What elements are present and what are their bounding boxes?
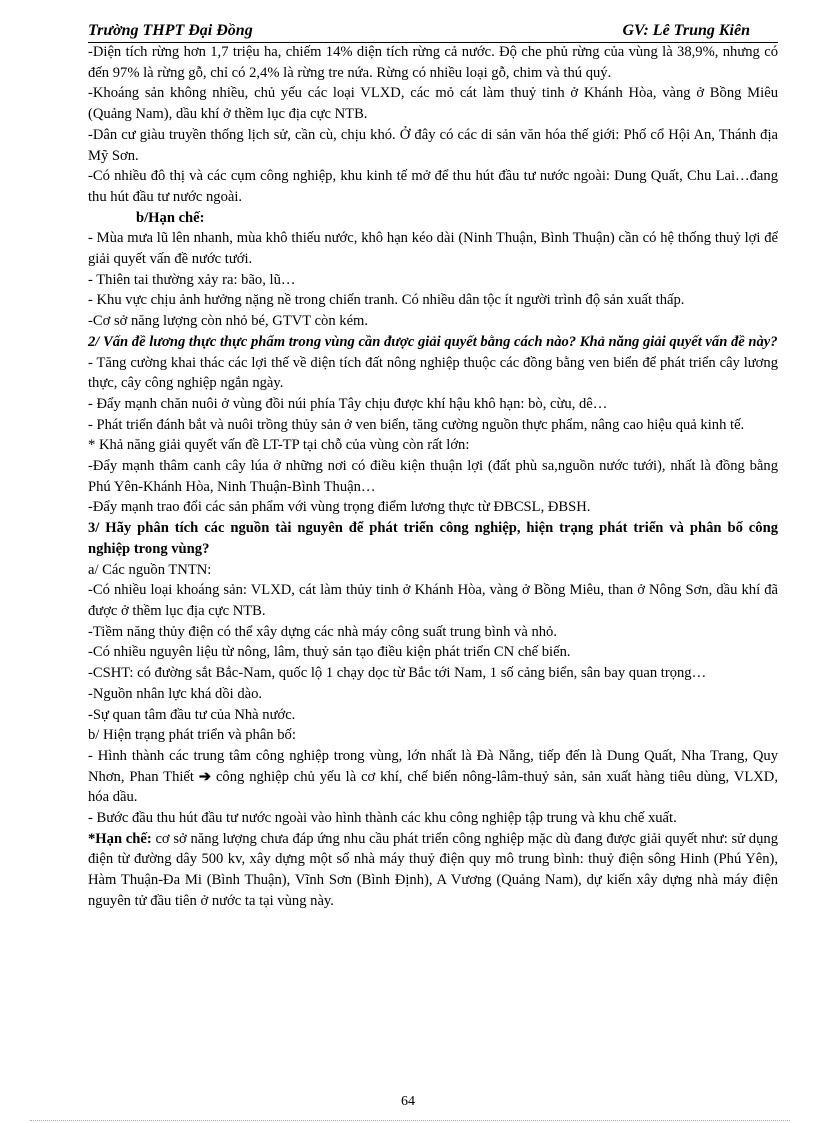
paragraph: - Phát triển đánh bắt và nuôi trồng thủy sản ở ven biển, tăng cường nguồn thực phẩm, nâng cao hiệu quả kinh tế.: [88, 416, 745, 433]
paragraph: - Đẩy mạnh chăn nuôi ở vùng đồi núi phía Tây chịu được khí hậu khô hạn: bò, cừu, dê…: [88, 395, 608, 412]
arrow-right-icon: ➔: [198, 768, 212, 785]
paragraph: -Khoáng sản không nhiều, chủ yếu các loại VLXD, các mỏ cát làm thuỷ tinh ở Khánh Hòa, vàng ở Bồng Miêu (Quảng Nam), dầu khí ở thềm lục địa cực NTB.: [88, 85, 778, 123]
question-heading: 2/ Vấn đề lương thực thực phẩm trong vùng cần được giải quyết bằng cách nào? Khả năng giải quyết vấn đề này?: [88, 333, 778, 350]
paragraph: -Nguồn nhân lực khá dồi dào.: [88, 685, 263, 702]
question-heading: 3/ Hãy phân tích các nguồn tài nguyên để phát triển công nghiệp, hiện trạng phát triển và phân bố công nghiệp trong vùng?: [88, 520, 778, 557]
paragraph: - Mùa mưa lũ lên nhanh, mùa khô thiếu nước, khô hạn kéo dài (Ninh Thuận, Bình Thuận) cần có hệ thống thuỷ lợi để giải quyết vấn đề nước tưới.: [88, 230, 778, 268]
paragraph: -Đẩy mạnh thâm canh cây lúa ở những nơi có điều kiện thuận lợi (đất phù sa,nguồn nước tưới), nhất là đồng bằng Phú Yên-Khánh Hòa, Ninh Thuận-Bình Thuận…: [88, 458, 778, 495]
school-name: Trường THPT Đại Đồng: [88, 22, 253, 39]
page-number: 64: [401, 1094, 415, 1109]
paragraph: -Diện tích rừng hơn 1,7 triệu ha, chiếm 14% diện tích rừng cả nước. Độ che phủ rừng của vùng là 38,9%, nhưng có đến 97% là rừng gỗ, chỉ có 2,4% là rừng tre nứa. Rừng có nhiều loại gỗ, chim và thú quý.: [88, 44, 778, 81]
paragraph: -Có nhiều nguyên liệu từ nông, lâm, thuỷ sản tạo điều kiện phát triển CN chế biến.: [88, 644, 571, 661]
paragraph: [88, 746, 778, 808]
paragraph: - Khu vực chịu ảnh hưởng nặng nề trong chiến tranh. Có nhiều dân tộc ít người trình độ sản xuất thấp.: [88, 292, 685, 309]
paragraph: -CSHT: có đường sắt Bắc-Nam, quốc lộ 1 chạy dọc từ Bắc tới Nam, 1 số cảng biển, sân bay quan trọng…: [88, 665, 707, 682]
paragraph: -Đẩy mạnh trao đổi các sản phẩm với vùng trọng điểm lương thực từ ĐBCSL, ĐBSH.: [88, 499, 591, 516]
page-header: [88, 20, 778, 43]
paragraph: -Sự quan tâm đầu tư của Nhà nước.: [88, 706, 296, 723]
document-body: [88, 42, 778, 912]
section-heading: a/ Các nguồn TNTN:: [88, 561, 212, 578]
paragraph-text: - Hình thành các trung tâm công nghiệp trong vùng, lớn nhất là Đà Nẵng, tiếp đến là Dung Quất, Nha Trang, Quy Nhơn, Phan Thiết: [88, 747, 778, 785]
paragraph-text: cơ sở năng lượng chưa đáp ứng nhu cầu phát triển công nghiệp mặc dù đang được giải quyết như: sử dụng điện từ đường dây 500 kv, xây dựng một số nhà máy thuỷ điện quy mô trung bình: thuỷ điện sông Hinh (Phú Yên), Hàm Thuận-Đa Mi (Bình Thuận), Vĩnh Sơn (Bình Định), A Vương (Quảng Nam), dự kiến xây dựng nhà máy điện nguyên tử đầu tiên ở nước ta tại vùng này.: [88, 830, 778, 909]
paragraph: -Dân cư giàu truyền thống lịch sử, cần cù, chịu khó. Ở đây có các di sản văn hóa thế giới: Phố cổ Hội An, Thánh địa Mỹ Sơn.: [88, 126, 778, 164]
section-heading: b/ Hiện trạng phát triển và phân bố:: [88, 727, 296, 744]
paragraph: - Thiên tai thường xảy ra: bão, lũ…: [88, 271, 296, 288]
paragraph-text: công nghiệp chủ yếu là cơ khí, chế biến nông-lâm-thuỷ sản, sản xuất hàng tiêu dùng, VLXD, hóa dầu.: [88, 768, 778, 806]
paragraph: -Tiềm năng thủy điện có thể xây dựng các nhà máy công suất trung bình và nhỏ.: [88, 623, 558, 640]
footer-divider: [30, 1120, 790, 1121]
section-heading: b/Hạn chế:: [136, 209, 205, 226]
teacher-name: GV: Lê Trung Kiên: [622, 22, 750, 39]
paragraph: [88, 829, 778, 912]
paragraph: - Tăng cường khai thác các lợi thế về diện tích đất nông nghiệp thuộc các đồng bằng ven biển để phát triển cây lương thực, cây công nghiệp ngắn ngày.: [88, 354, 778, 392]
paragraph: -Cơ sở năng lượng còn nhỏ bé, GTVT còn kém.: [88, 313, 369, 330]
limitation-label: *Hạn chế:: [88, 830, 152, 847]
paragraph: -Có nhiều đô thị và các cụm công nghiệp, khu kinh tế mở để thu hút đầu tư nước ngoài: Dung Quất, Chu Lai…đang thu hút đầu tư nước ngoài.: [88, 168, 778, 205]
paragraph: -Có nhiều loại khoáng sản: VLXD, cát làm thủy tinh ở Khánh Hòa, vàng ở Bồng Miêu, than ở Nông Sơn, dầu khí đã được ở thềm lục địa cực NTB.: [88, 582, 778, 619]
paragraph: * Khả năng giải quyết vấn đề LT-TP tại chỗ của vùng còn rất lớn:: [88, 437, 470, 454]
paragraph: - Bước đầu thu hút đầu tư nước ngoài vào hình thành các khu công nghiệp tập trung và khu chế xuất.: [88, 810, 677, 827]
